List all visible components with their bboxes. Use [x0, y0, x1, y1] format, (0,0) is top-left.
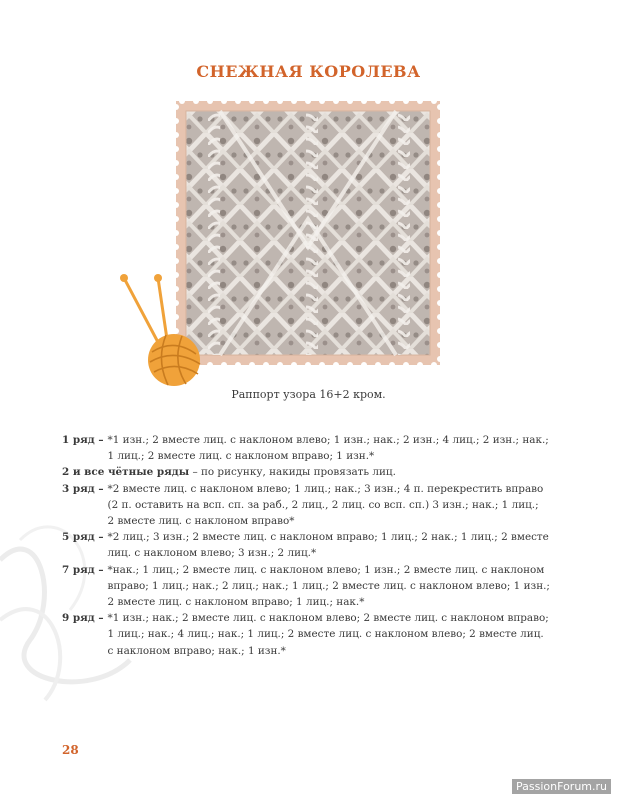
row-text-line: вправо; 1 лиц.; нак.; 2 лиц.; нак.; 1 лиц.; 2 вместе лиц. с наклоном влево; 1 изн.;	[107, 579, 550, 592]
page-number: 28	[62, 743, 79, 757]
row-label: 5 ряд –	[62, 531, 104, 544]
knitted-lace-swatch-photo	[172, 97, 444, 369]
instruction-row	[62, 529, 557, 561]
row-label: 9 ряд –	[62, 612, 104, 625]
row-text-line: 2 вместе лиц. с наклоном вправо*	[107, 515, 295, 528]
row-text-line: *2 вместе лиц. с наклоном влево; 1 лиц.; нак.; 3 изн.; 4 п. перекрестить вправо	[107, 482, 544, 495]
row-text-line: 1 лиц.; нак.; 4 лиц.; нак.; 1 лиц.; 2 вместе лиц. с наклоном влево; 2 вместе лиц.	[107, 628, 544, 641]
row-text-line: *2 лиц.; 3 изн.; 2 вместе лиц. с наклоном вправо; 1 лиц.; 2 нак.; 1 лиц.; 2 вместе	[107, 531, 549, 544]
row-text-line: – по рисунку, накиды провязать лиц.	[189, 466, 396, 479]
row-text-line: 2 вместе лиц. с наклоном вправо; 1 лиц.; нак.*	[107, 596, 365, 609]
row-text-line: (2 п. оставить на всп. сп. за раб., 2 лиц., 2 лиц. со всп. сп.) 3 изн.; нак.; 1 лиц.;	[107, 498, 539, 511]
row-text-line: 1 лиц.; 2 вместе лиц. с наклоном вправо; 1 изн.*	[107, 450, 375, 463]
page-title: СНЕЖНАЯ КОРОЛЕВА	[196, 62, 421, 81]
instruction-row	[62, 610, 557, 659]
row-text-line: *1 изн.; нак.; 2 вместе лиц. с наклоном влево; 2 вместе лиц. с наклоном вправо;	[107, 612, 549, 625]
yarn-ball-with-needles-icon	[116, 272, 208, 388]
row-text-line: с наклоном вправо; нак.; 1 изн.*	[107, 644, 286, 657]
row-label: 7 ряд –	[62, 563, 104, 576]
knitting-instructions	[62, 432, 557, 659]
row-label: 2 и все чётные ряды	[62, 466, 190, 479]
instruction-row	[62, 464, 557, 480]
row-label: 3 ряд –	[62, 482, 104, 495]
instruction-row	[62, 481, 557, 530]
pattern-repeat-caption: Раппорт узора 16+2 кром.	[231, 388, 386, 401]
instruction-row	[62, 562, 557, 611]
row-text-line: лиц. с наклоном влево; 3 изн.; 2 лиц.*	[107, 547, 317, 560]
row-label: 1 ряд –	[62, 434, 104, 446]
row-text-line: *нак.; 1 лиц.; 2 вместе лиц. с наклоном влево; 1 изн.; 2 вместе лиц. с наклоном	[107, 563, 545, 576]
instruction-row	[62, 432, 557, 464]
row-text-line: *1 изн.; 2 вместе лиц. с наклоном влево; 1 изн.; нак.; 2 изн.; 4 лиц.; 2 изн.; нак.;	[107, 434, 549, 446]
site-watermark: PassionForum.ru	[512, 779, 611, 794]
